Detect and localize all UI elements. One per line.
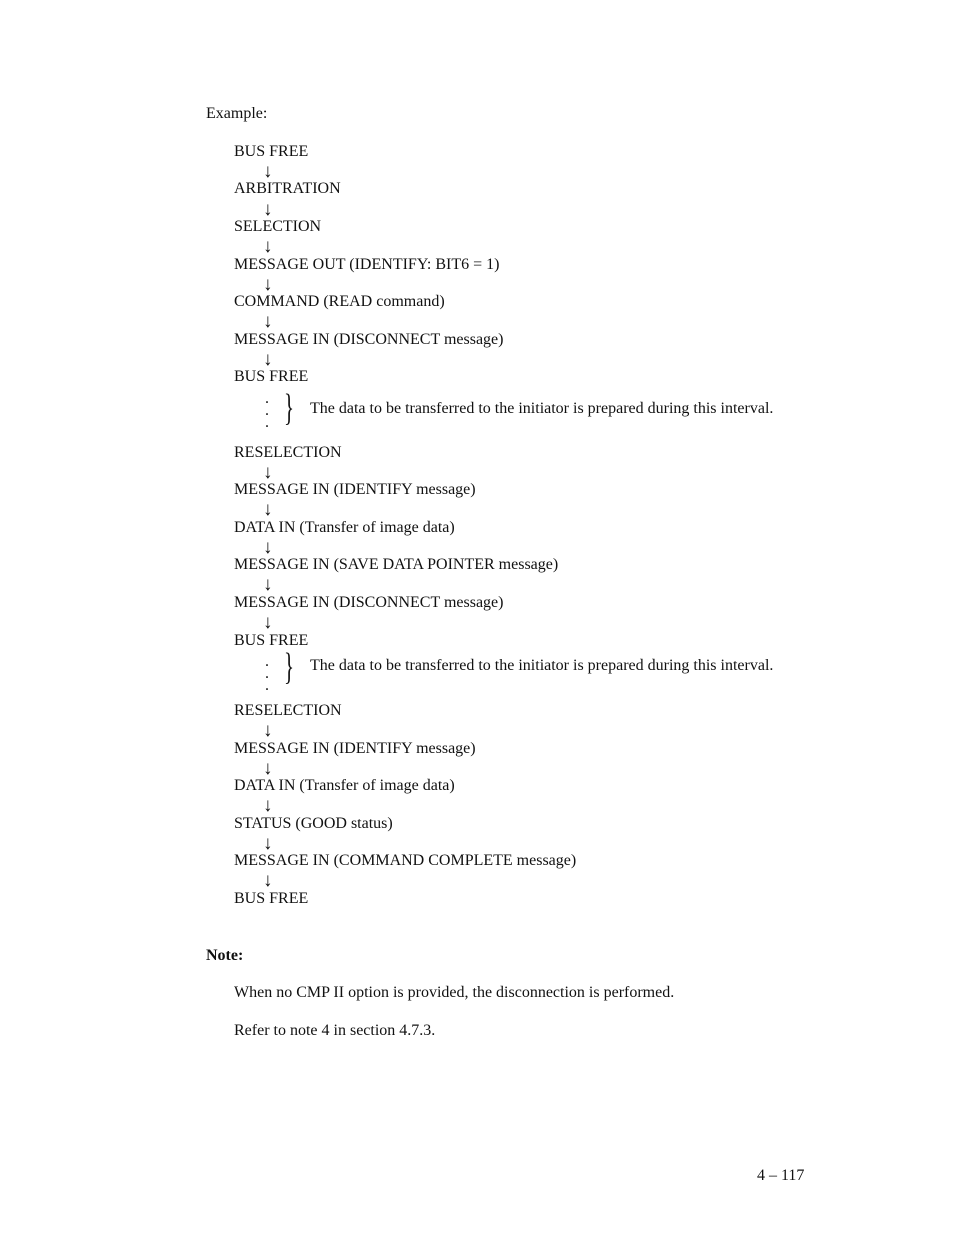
- step-message-in-disconnect-1: MESSAGE IN (DISCONNECT message): [234, 331, 504, 348]
- step-bus-free-3: BUS FREE: [234, 632, 309, 649]
- down-arrow-icon: ↓: [263, 462, 273, 483]
- down-arrow-icon: ↓: [263, 720, 273, 741]
- note-line: When no CMP II option is provided, the disconnection is performed.: [234, 984, 675, 1001]
- step-bus-free-4: BUS FREE: [234, 890, 309, 907]
- down-arrow-icon: ↓: [263, 574, 273, 595]
- step-message-in-command-complete: MESSAGE IN (COMMAND COMPLETE message): [234, 852, 577, 869]
- step-arbitration: ARBITRATION: [234, 180, 341, 197]
- interval-dots: . . .: [265, 653, 269, 694]
- step-message-out: MESSAGE OUT (IDENTIFY: BIT6 = 1): [234, 256, 500, 273]
- down-arrow-icon: ↓: [263, 499, 273, 520]
- step-command: COMMAND (READ command): [234, 293, 445, 310]
- interval-note: The data to be transferred to the initiator is prepared during this interval.: [310, 657, 774, 674]
- down-arrow-icon: ↓: [263, 161, 273, 182]
- note-line: Refer to note 4 in section 4.7.3.: [234, 1022, 436, 1039]
- down-arrow-icon: ↓: [263, 274, 273, 295]
- down-arrow-icon: ↓: [263, 795, 273, 816]
- down-arrow-icon: ↓: [263, 870, 273, 891]
- page-number: 4 – 117: [757, 1167, 805, 1184]
- step-bus-free-1: BUS FREE: [234, 143, 309, 160]
- step-selection: SELECTION: [234, 218, 322, 235]
- brace-icon: }: [284, 387, 295, 429]
- down-arrow-icon: ↓: [263, 349, 273, 370]
- step-message-in-disconnect-2: MESSAGE IN (DISCONNECT message): [234, 594, 504, 611]
- brace-icon: }: [284, 646, 295, 688]
- step-reselection-2: RESELECTION: [234, 702, 342, 719]
- step-data-in-2: DATA IN (Transfer of image data): [234, 777, 455, 794]
- step-bus-free-2: BUS FREE: [234, 368, 309, 385]
- down-arrow-icon: ↓: [263, 833, 273, 854]
- step-status: STATUS (GOOD status): [234, 815, 393, 832]
- example-label: Example:: [206, 105, 268, 122]
- down-arrow-icon: ↓: [263, 537, 273, 558]
- step-message-in-identify-2: MESSAGE IN (IDENTIFY message): [234, 740, 476, 757]
- step-message-in-identify-1: MESSAGE IN (IDENTIFY message): [234, 481, 476, 498]
- step-reselection-1: RESELECTION: [234, 444, 342, 461]
- down-arrow-icon: ↓: [263, 311, 273, 332]
- down-arrow-icon: ↓: [263, 758, 273, 779]
- interval-note: The data to be transferred to the initiator is prepared during this interval.: [310, 400, 774, 417]
- interval-dots: . . .: [265, 390, 269, 431]
- note-title: Note:: [206, 947, 244, 964]
- down-arrow-icon: ↓: [263, 236, 273, 257]
- step-message-in-save-pointer: MESSAGE IN (SAVE DATA POINTER message): [234, 556, 559, 573]
- step-data-in-1: DATA IN (Transfer of image data): [234, 519, 455, 536]
- down-arrow-icon: ↓: [263, 199, 273, 220]
- down-arrow-icon: ↓: [263, 612, 273, 633]
